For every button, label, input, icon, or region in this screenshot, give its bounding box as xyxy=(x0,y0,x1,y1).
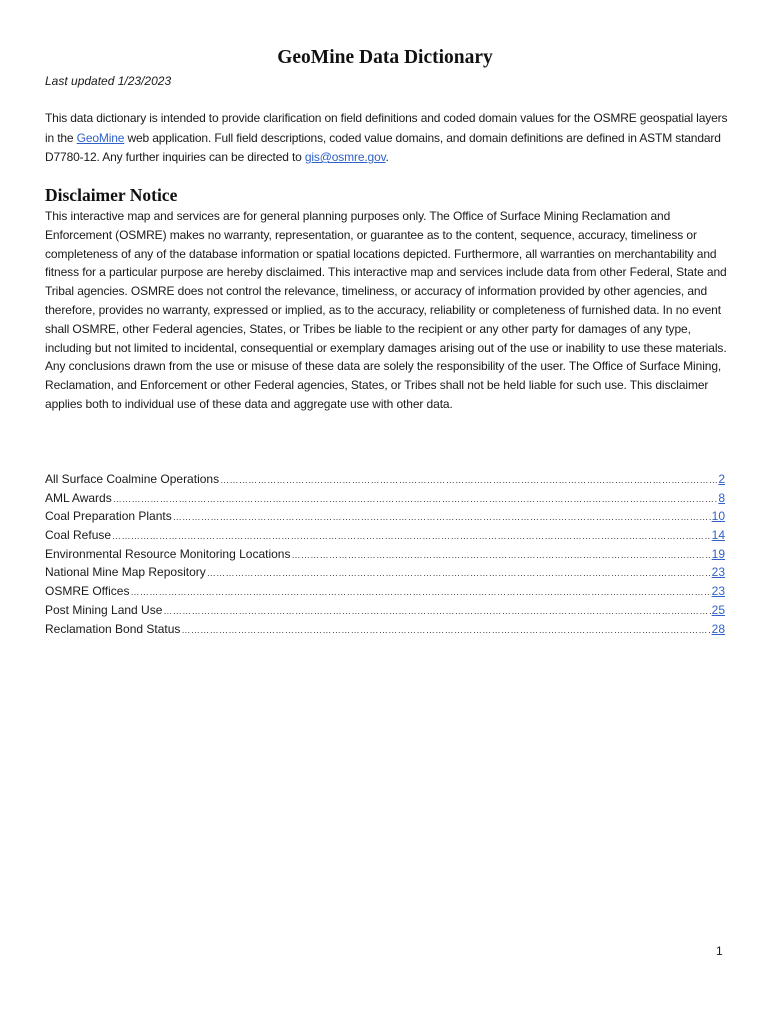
toc-page-link[interactable]: 23 xyxy=(711,584,725,599)
toc-dot-leader xyxy=(130,583,710,602)
intro-text-1: This data dictionary is intended to provide clarification on field definitions and coded domain values for the OSMRE geospatial layers in the xyxy=(45,111,728,145)
toc-entry[interactable] xyxy=(45,526,725,545)
toc-page-link[interactable]: 2 xyxy=(718,472,725,486)
toc-dot-leader xyxy=(291,546,710,565)
toc-entry[interactable] xyxy=(45,582,725,601)
toc-dot-leader xyxy=(220,471,717,490)
toc-dot-leader xyxy=(112,527,711,546)
toc-dot-leader xyxy=(173,508,711,527)
toc-entry-label: AML Awards xyxy=(45,490,112,505)
toc-dot-leader xyxy=(207,564,711,583)
toc-page-link[interactable]: 25 xyxy=(711,602,725,617)
disclaimer-heading: Disclaimer Notice xyxy=(45,185,178,205)
toc-entry[interactable] xyxy=(45,620,725,639)
toc-entry-label: Coal Preparation Plants xyxy=(45,509,172,524)
geomine-link[interactable]: GeoMine xyxy=(76,130,125,145)
toc-entry-label: Coal Refuse xyxy=(45,528,112,543)
document-title: GeoMine Data Dictionary xyxy=(277,47,493,68)
toc-entry-label: Environmental Resource Monitoring Locations xyxy=(45,546,291,561)
toc-page-link[interactable]: 28 xyxy=(711,621,725,636)
toc-entry-label: All Surface Coalmine Operations xyxy=(45,472,220,486)
toc-entry-label: Post Mining Land Use xyxy=(45,602,163,617)
toc-entry-label: National Mine Map Repository xyxy=(45,565,206,580)
toc-page-link[interactable]: 14 xyxy=(711,528,725,543)
toc-dot-leader xyxy=(163,602,710,621)
intro-text-3: . xyxy=(385,150,389,164)
table-of-contents xyxy=(45,470,725,638)
toc-dot-leader xyxy=(181,621,710,640)
toc-entry[interactable] xyxy=(45,601,725,620)
page-number: 1 xyxy=(716,944,723,958)
toc-dot-leader xyxy=(113,490,718,509)
toc-entry-label: OSMRE Offices xyxy=(45,584,130,599)
toc-page-link[interactable]: 10 xyxy=(711,509,725,524)
toc-entry[interactable] xyxy=(45,489,725,508)
toc-page-link[interactable]: 8 xyxy=(718,490,725,505)
email-link[interactable]: gis@osmre.gov xyxy=(304,150,386,164)
intro-paragraph xyxy=(45,109,735,168)
toc-entry-label: Reclamation Bond Status xyxy=(45,621,181,636)
toc-entry[interactable] xyxy=(45,563,725,582)
last-updated-date: Last updated 1/23/2023 xyxy=(45,74,172,88)
intro-text-2: web application. Full field descriptions, coded value domains, and domain definitions are defined in ASTM standard D7780-12. Any further inquiries can be directed to xyxy=(45,130,721,164)
toc-entry[interactable] xyxy=(45,470,725,489)
toc-entry[interactable] xyxy=(45,507,725,526)
toc-entry[interactable] xyxy=(45,545,725,564)
toc-page-link[interactable]: 19 xyxy=(711,546,725,561)
disclaimer-paragraph: This interactive map and services are for general planning purposes only. The Office of Surface Mining Reclamation and Enforcement (OSMRE) makes no warranty, representation, or guarantee as to the content, sequence, accuracy, timeliness or completeness of any of the database information or spatial locations depicted. Furthermore, all warranties on merchantability and fitness for a particular purpose are hereby disclaimed. This interactive map and services include data from other Federal, State and Tribal agencies. OSMRE does not control the relevance, timeliness, or accuracy of information provided by other agencies, and therefore, provides no warranty, expressed or implied, as to the accuracy, reliability or completeness of furnished data. In no event shall OSMRE, other Federal agencies, States, or Tribes be liable to the recipient or any other party for damages of any type, including but not limited to incidental, consequential or exemplary damages arising out of the use or inability to use these materials. Any conclusions drawn from the use or misuse of these data are solely the responsibility of the user. The Office of Surface Mining, Reclamation, and Enforcement or other Federal agencies, States, or Tribes shall not be held liable for such use. This disclaimer applies both to individual use of these data and aggregate use with other data. xyxy=(45,209,727,411)
toc-page-link[interactable]: 23 xyxy=(711,565,725,580)
